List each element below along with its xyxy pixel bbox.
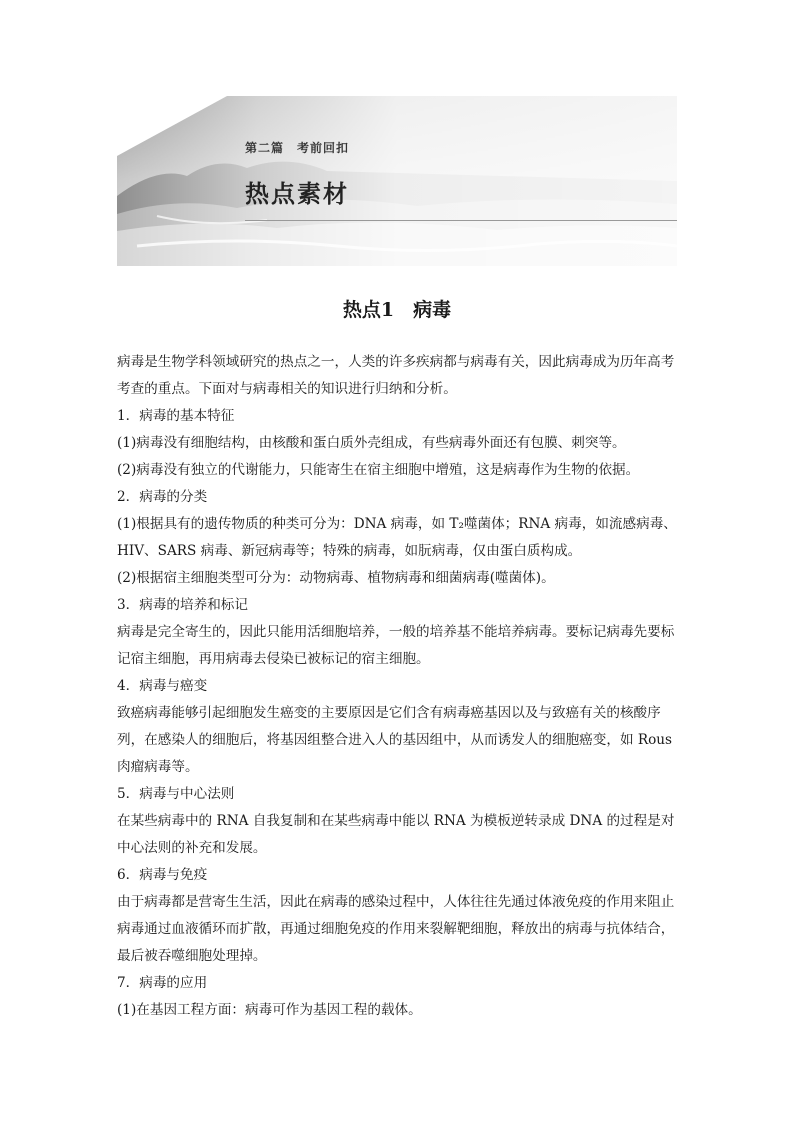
- page-title: 热点1 病毒: [342, 299, 452, 321]
- section-heading: 1．病毒的基本特征: [117, 408, 235, 424]
- body-paragraph: 致癌病毒能够引起细胞发生癌变的主要原因是它们含有病毒癌基因以及与致癌有关的核酸序列，在感染人的细胞后，将基因组整合进入人的基因组中，从而诱发人的细胞癌变，如 Rous 肉瘤病毒等。: [117, 705, 673, 775]
- section-heading: 5．病毒与中心法则: [117, 786, 235, 802]
- banner-series-label: 第二篇 考前回扣: [245, 141, 350, 155]
- intro-paragraph: 病毒是生物学科领域研究的热点之一，人类的许多疾病都与病毒有关，因此病毒成为历年高考考查的重点。下面对与病毒相关的知识进行归纳和分析。: [117, 354, 675, 397]
- section-heading: 2．病毒的分类: [117, 489, 208, 505]
- landscape-banner-image: [117, 96, 677, 266]
- body-paragraph: (1)根据具有的遗传物质的种类可分为：DNA 病毒，如 T₂噬菌体；RNA 病毒，如流感病毒、HIV、SARS 病毒、新冠病毒等；特殊的病毒，如朊病毒，仅由蛋白质构成。: [117, 516, 677, 559]
- banner-divider: [245, 220, 677, 221]
- section-heading: 7．病毒的应用: [117, 975, 208, 991]
- section-heading: 3．病毒的培养和标记: [117, 597, 248, 613]
- section-heading: 4．病毒与癌变: [117, 678, 208, 694]
- body-paragraph: (2)病毒没有独立的代谢能力，只能寄生在宿主细胞中增殖，这是病毒作为生物的依据。: [117, 462, 640, 478]
- body-paragraph: (2)根据宿主细胞类型可分为：动物病毒、植物病毒和细菌病毒(噬菌体)。: [117, 570, 555, 586]
- body-paragraph: 由于病毒都是营寄生生活，因此在病毒的感染过程中，人体往往先通过体液免疫的作用来阻止病毒通过血液循环而扩散，再通过细胞免疫的作用来裂解靶细胞，释放出的病毒与抗体结合，最后被吞噬细胞处理掉。: [117, 894, 675, 964]
- banner-title: 热点素材: [245, 180, 349, 208]
- section-heading: 6．病毒与免疫: [117, 867, 208, 883]
- body-content: [117, 349, 679, 1024]
- chapter-banner: [117, 96, 677, 266]
- body-paragraph: 病毒是完全寄生的，因此只能用活细胞培养，一般的培养基不能培养病毒。要标记病毒先要标记宿主细胞，再用病毒去侵染已被标记的宿主细胞。: [117, 624, 675, 667]
- body-paragraph: 在某些病毒中的 RNA 自我复制和在某些病毒中能以 RNA 为模板逆转录成 DNA 的过程是对中心法则的补充和发展。: [117, 813, 675, 856]
- body-paragraph: (1)在基因工程方面：病毒可作为基因工程的载体。: [117, 1002, 422, 1018]
- body-paragraph: (1)病毒没有细胞结构，由核酸和蛋白质外壳组成，有些病毒外面还有包膜、刺突等。: [117, 435, 626, 451]
